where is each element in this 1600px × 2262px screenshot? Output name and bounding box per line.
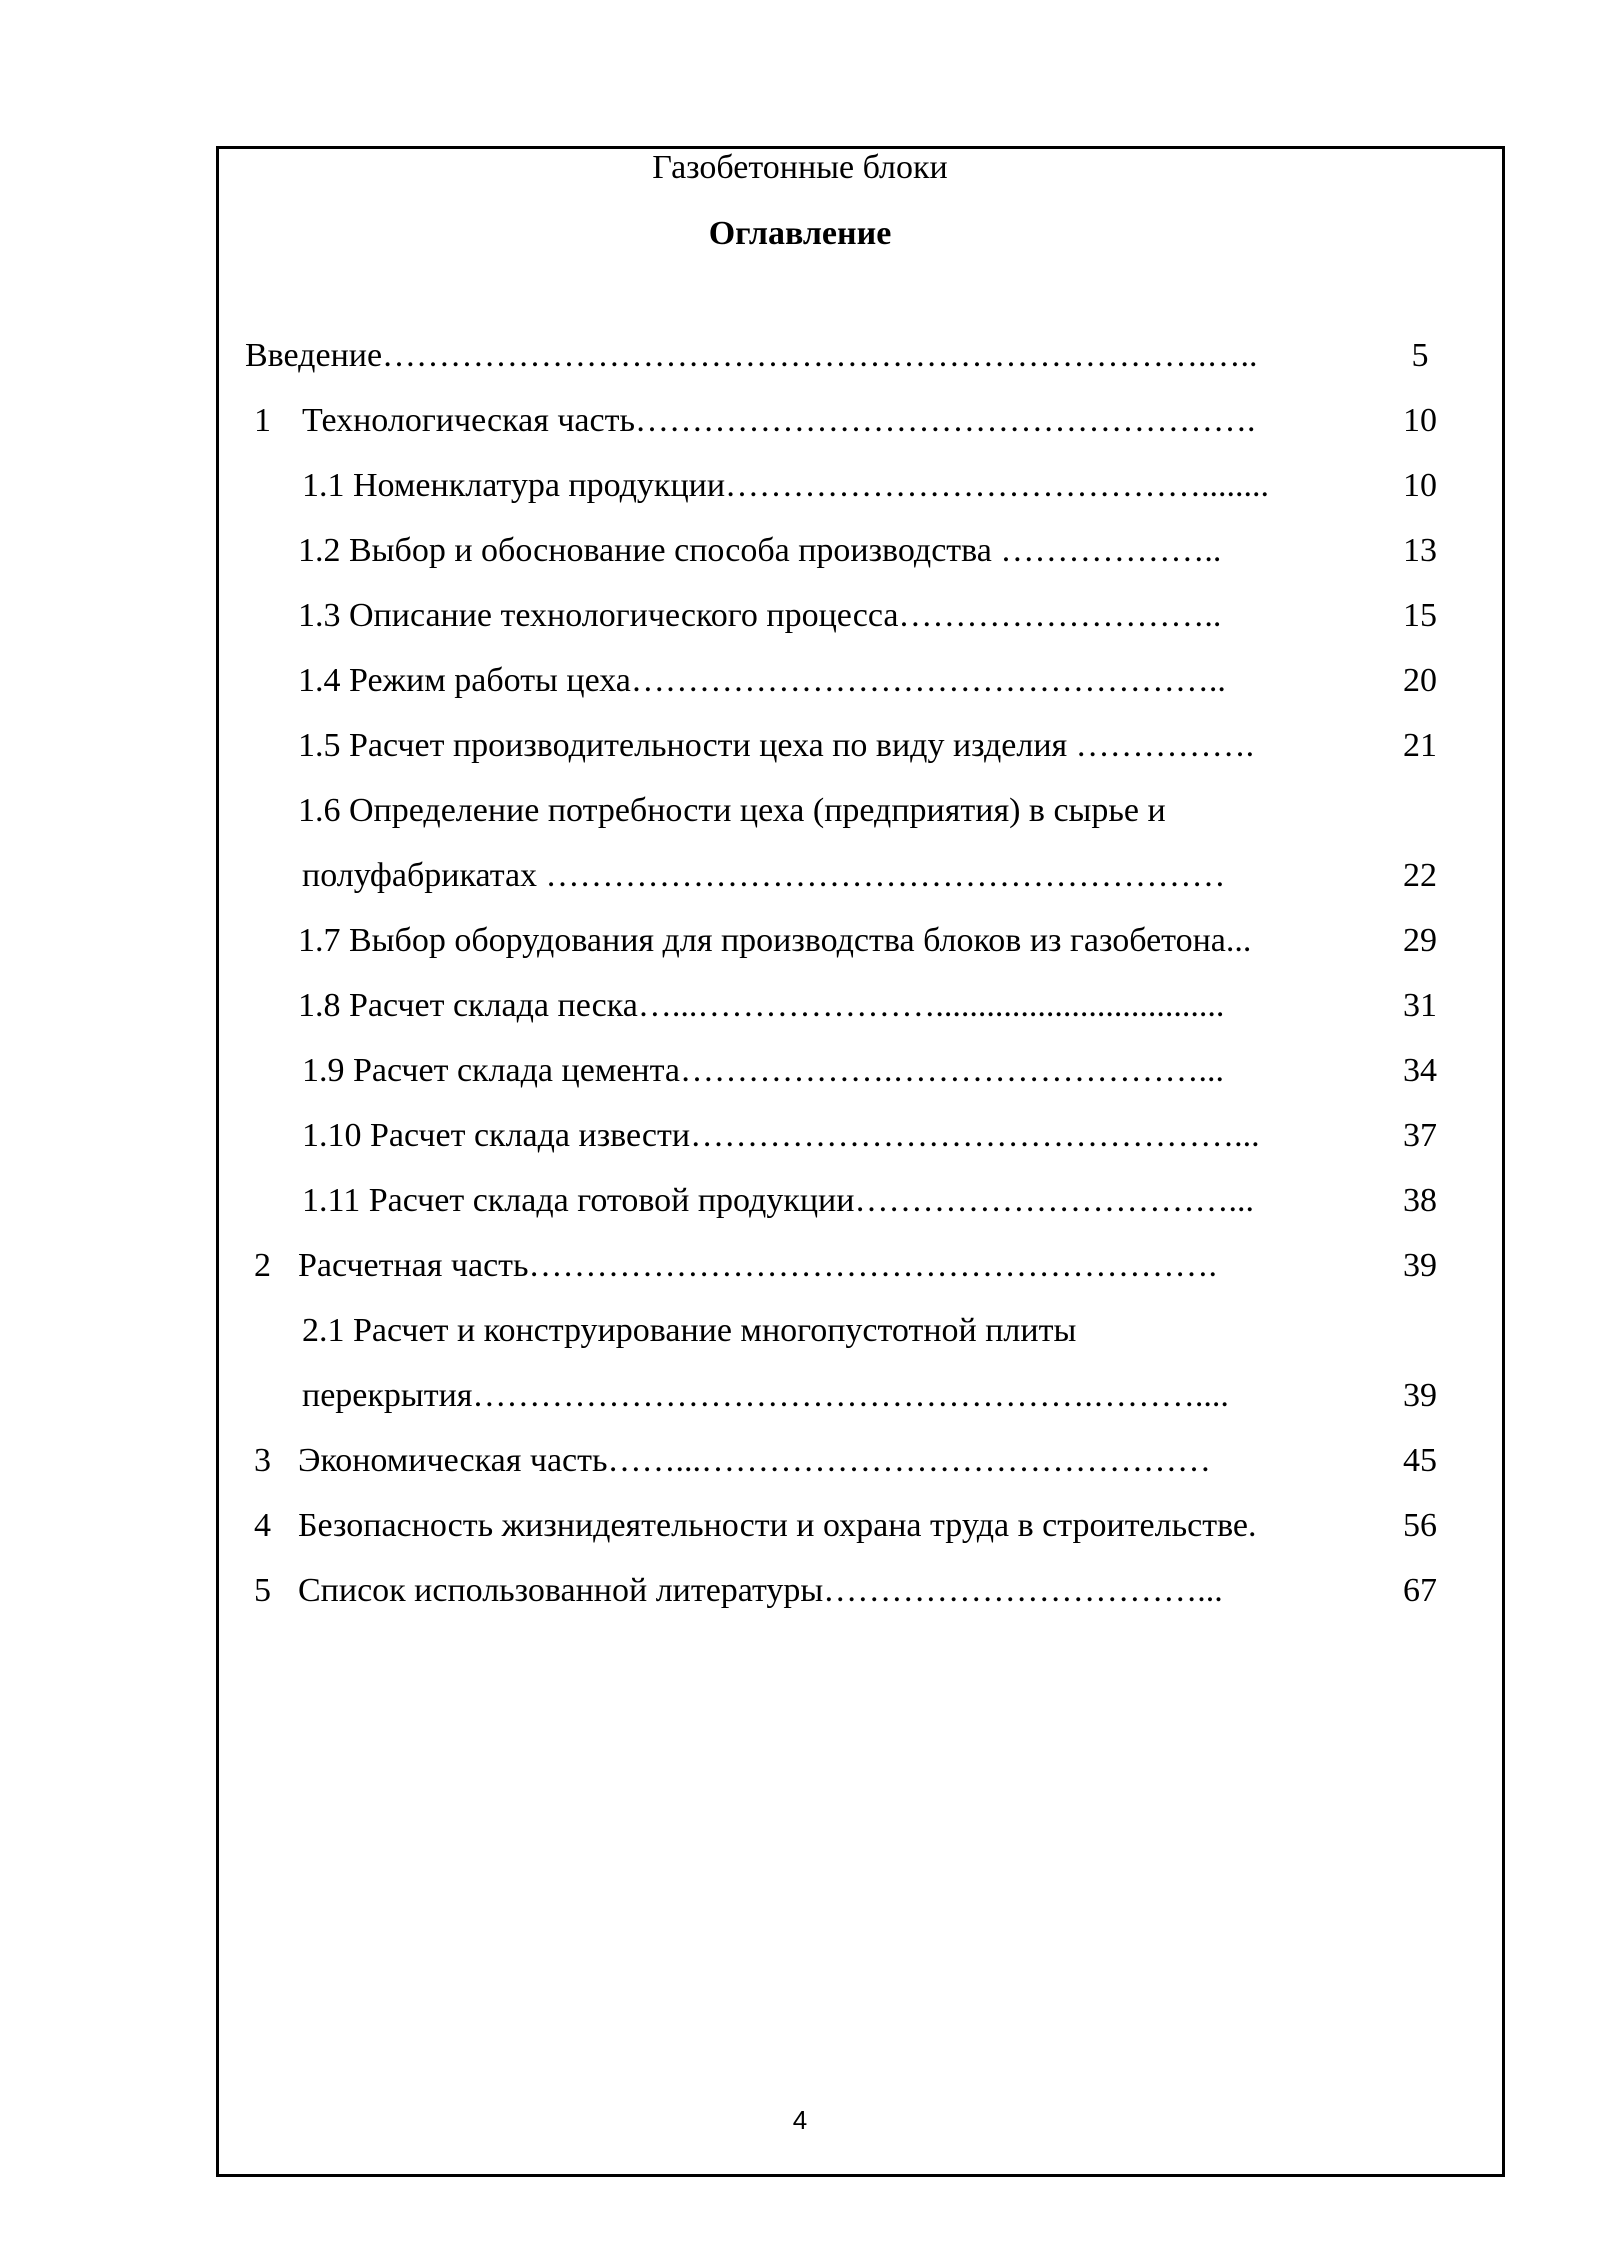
toc-entry-text: Безопасность жизнидеятельности и охрана труда в строительстве. <box>298 1507 1257 1544</box>
toc-entry-page: 34 <box>1403 1052 1437 1089</box>
page-border-frame <box>216 146 1505 2177</box>
toc-entry-text: 1.10 Расчет склада извести…………………………………………... <box>302 1117 1260 1154</box>
toc-entry-text: 1.4 Режим работы цеха…………………………………………….. <box>298 662 1226 699</box>
toc-entry-number: 4 <box>254 1507 271 1544</box>
toc-entry-page: 39 <box>1403 1247 1437 1284</box>
toc-entry-text: Список использованной литературы……………………………... <box>298 1572 1223 1609</box>
toc-entry-text: 1.6 Определение потребности цеха (предприятия) в сырье и <box>298 792 1166 829</box>
toc-entry-text: 1.2 Выбор и обоснование способа производства ……………….. <box>298 532 1222 569</box>
toc-entry-text: полуфабрикатах …………………………………………………… <box>302 857 1226 894</box>
toc-entry-text: 1.8 Расчет склада песка…...………………….................................. <box>298 987 1225 1024</box>
toc-entry-page: 67 <box>1403 1572 1437 1609</box>
toc-entry-text: Экономическая часть……...……………………………………… <box>298 1442 1212 1479</box>
toc-entry-page: 15 <box>1403 597 1437 634</box>
toc-entry-text: 1.3 Описание технологического процесса……………………….. <box>298 597 1222 634</box>
toc-entry-page: 10 <box>1403 467 1437 504</box>
toc-entry-page: 29 <box>1403 922 1437 959</box>
toc-entry-page: 37 <box>1403 1117 1437 1154</box>
toc-entry-page: 22 <box>1403 857 1437 894</box>
toc-entry-page: 56 <box>1403 1507 1437 1544</box>
toc-entry-page: 21 <box>1403 727 1437 764</box>
toc-entry-text: 1.11 Расчет склада готовой продукции……………………………... <box>302 1182 1254 1219</box>
toc-entry-page: 10 <box>1403 402 1437 439</box>
toc-entry-text: 1.5 Расчет производительности цеха по виду изделия ……………. <box>298 727 1255 764</box>
toc-entry-number: 1 <box>254 402 271 439</box>
document-title: Газобетонные блоки <box>652 149 948 186</box>
toc-entry-text: 1.9 Расчет склада цемента……………….………………………... <box>302 1052 1224 1089</box>
toc-entry-number: 3 <box>254 1442 271 1479</box>
toc-entry-number: 2 <box>254 1247 271 1284</box>
toc-entry-page: 39 <box>1403 1377 1437 1414</box>
toc-entry-text: 1.1 Номенклатура продукции……………………………………........ <box>302 467 1270 504</box>
toc-entry-text: Технологическая часть………………………………………………. <box>302 402 1256 439</box>
toc-entry-page: 31 <box>1403 987 1437 1024</box>
toc-entry-page: 13 <box>1403 532 1437 569</box>
toc-entry-text: Введение……………………………………………………………….….. <box>245 337 1258 374</box>
page-number: 4 <box>792 2105 808 2135</box>
toc-entry-text: 1.7 Выбор оборудования для производства блоков из газобетона... <box>298 922 1252 959</box>
toc-entry-page: 20 <box>1403 662 1437 699</box>
toc-entry-text: 2.1 Расчет и конструирование многопустотной плиты <box>302 1312 1077 1349</box>
toc-entry-page: 45 <box>1403 1442 1437 1479</box>
toc-entry-text: перекрытия……………………………………………….……….... <box>302 1377 1229 1414</box>
toc-entry-text: Расчетная часть……………………………………………………. <box>298 1247 1218 1284</box>
toc-entry-number: 5 <box>254 1572 271 1609</box>
toc-heading: Оглавление <box>708 215 892 252</box>
toc-entry-page: 5 <box>1411 337 1429 374</box>
toc-entry-page: 38 <box>1403 1182 1437 1219</box>
